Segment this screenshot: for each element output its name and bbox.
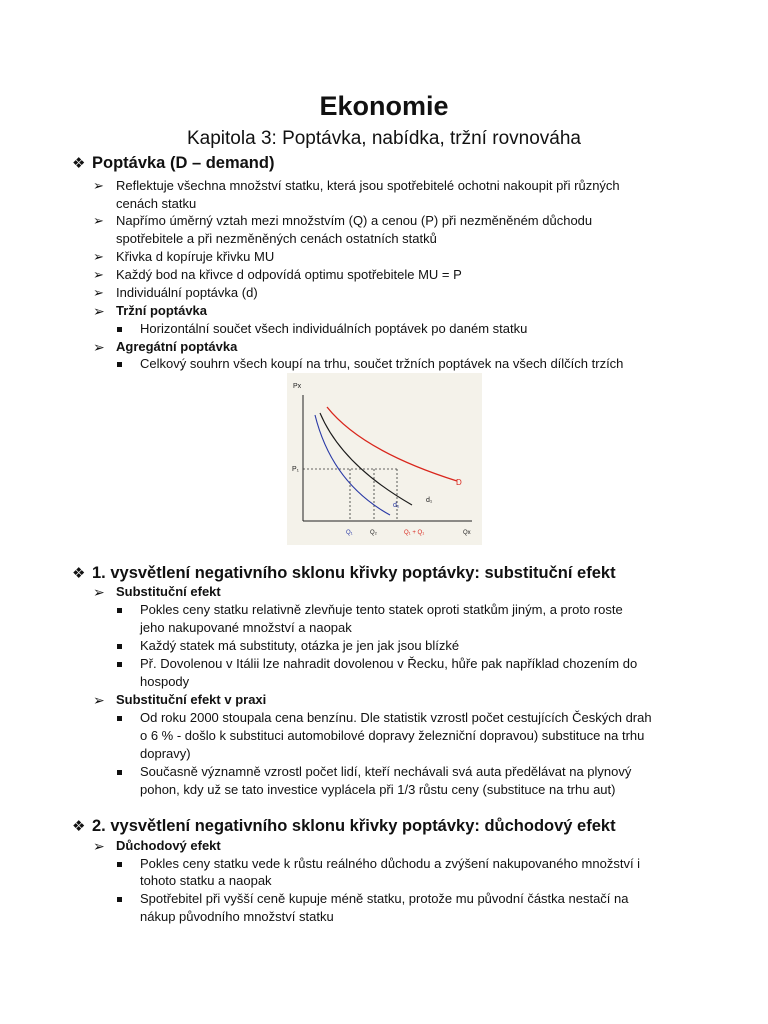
graph-background (287, 373, 482, 545)
diamond-bullet-icon: ❖ (72, 155, 86, 172)
section-heading-income: ❖ 2. vysvětlení negativního sklonu křivky poptávky: důchodový efekt (72, 815, 616, 838)
list-item-continuation: pohon, kdy už se tato investice vyplácela při 1/3 růstu ceny (substituce na trhu aut) (140, 782, 616, 797)
square-bullet-icon (117, 897, 122, 902)
square-bullet-icon (117, 608, 122, 613)
list-item-continuation: o 6 % - došlo k substituci automobilové dopravy železniční dopravou) substituce na trhu (140, 728, 645, 743)
curve-label-d1-black: d₁ (426, 497, 433, 504)
diamond-bullet-icon: ❖ (72, 565, 86, 582)
section-heading-substitution: ❖ 1. vysvětlení negativního sklonu křivky poptávky: substituční efekt (72, 562, 616, 585)
price-label: P₁ (292, 466, 300, 473)
curve-label-market-D: D (456, 478, 462, 487)
demand-graph (287, 373, 482, 545)
square-bullet-icon (117, 644, 122, 649)
list-item-continuation: nákup původního množství statku (140, 909, 334, 924)
list-item-continuation: hospody (140, 674, 190, 689)
x-tick-q2: Q₂ (370, 530, 377, 536)
arrow-bullet-icon: ➢ (93, 285, 104, 300)
square-bullet-icon (117, 362, 122, 367)
list-item-continuation: dopravy) (140, 746, 191, 761)
arrow-bullet-icon: ➢ (93, 303, 105, 319)
diamond-bullet-icon: ❖ (72, 818, 86, 835)
square-bullet-icon (117, 327, 122, 332)
section-heading-demand: ❖ Poptávka (D – demand) (72, 152, 274, 175)
y-axis-label: Px (293, 383, 302, 390)
document-title: Ekonomie (319, 91, 449, 121)
list-item-continuation: jeho nakupované množství a naopak (140, 620, 352, 635)
arrow-bullet-icon: ➢ (93, 249, 104, 264)
document-page: Ekonomie Kapitola 3: Poptávka, nabídka, tržní rovnováha ❖ Poptávka (D – demand) ➢ Reflektuje všechna množství statku, která jsou spotřebitelé ochotni nakoupit při různých cenách statku ➢ Napřímo úměrný vztah mezi množstvím (Q) a cenou (P) při nezměněném důchodu spotřebitele a při nezměněných cenách ostatních statků ➢ Křivka d kopíruje křivku MU ➢ Každý bod na křivce d odpovídá optimu spotřebitele MU = P ➢ Individuální poptávka (d) ➢ Tržní poptávka Horizontální součet všech individuálních poptávek po daném statku ➢ Agregátní poptávka Celkový souhrn všech koupí na trhu, součet tržních poptávek na všech dílčích trzích Px P₁ d₁ d₁ D Q₁ Q₂ Q₁ + Q₁ Qx ❖ 1. vysvětlení negativního sklonu křivky poptávky: substituční efekt ➢ Substituční efekt Pokles ceny statku relativně zlevňuje tento statek oproti statkům jiným, a proto roste jeho nakupované množství a naopak Každý statek má substituty, otázka je jen jak jsou blízké Př. Dovolenou v Itálii lze nahradit dovolenou v Řecku, hůře pak například chozením do hospody ➢ Substituční efekt v praxi Od roku 2000 stoupala cena benzínu. Dle statistik vzrostl počet cestujících Českých drah o 6 % - došlo k substituci automobilové dopravy železniční dopravou) substituce na trhu dopravy) Současně významně vzrostl počet lidí, kteří nechávali svá auta předělávat na plynový pohon, kdy už se tato investice vyplácela při 1/3 růstu ceny (substituce na trhu aut) ❖ 2. vysvětlení negativního sklonu křivky poptávky: důchodový efekt ➢ Důchodový efekt Pokles ceny statku vede k růstu reálného důchodu a zvýšení nakupovaného množství i tohoto statku a naopak Spotřebitel při vyšší ceně kupuje méně statku, protože mu původní částka nestačí na nákup původního množství statku (0, 0, 768, 1024)
square-bullet-icon (117, 770, 122, 775)
arrow-bullet-icon: ➢ (93, 838, 105, 854)
arrow-bullet-icon: ➢ (93, 267, 104, 282)
arrow-bullet-icon: ➢ (93, 178, 104, 193)
arrow-bullet-icon: ➢ (93, 213, 104, 228)
arrow-bullet-icon: ➢ (93, 339, 105, 355)
square-bullet-icon (117, 862, 122, 867)
list-item-continuation: spotřebitele a při nezměněných cenách ostatních statků (116, 231, 437, 246)
square-bullet-icon (117, 662, 122, 667)
list-item-continuation: tohoto statku a naopak (140, 873, 272, 888)
arrow-bullet-icon: ➢ (93, 692, 105, 708)
chapter-subtitle: Kapitola 3: Poptávka, nabídka, tržní rovnováha (187, 128, 581, 149)
arrow-bullet-icon: ➢ (93, 584, 105, 600)
list-item-continuation: cenách statku (116, 196, 197, 211)
x-tick-qsum: Q₁ + Q₁ (404, 530, 425, 536)
curve-label-d1-blue: d₁ (393, 502, 400, 509)
square-bullet-icon (117, 716, 122, 721)
x-tick-q1: Q₁ (346, 530, 353, 536)
x-axis-label: Qx (463, 530, 471, 536)
